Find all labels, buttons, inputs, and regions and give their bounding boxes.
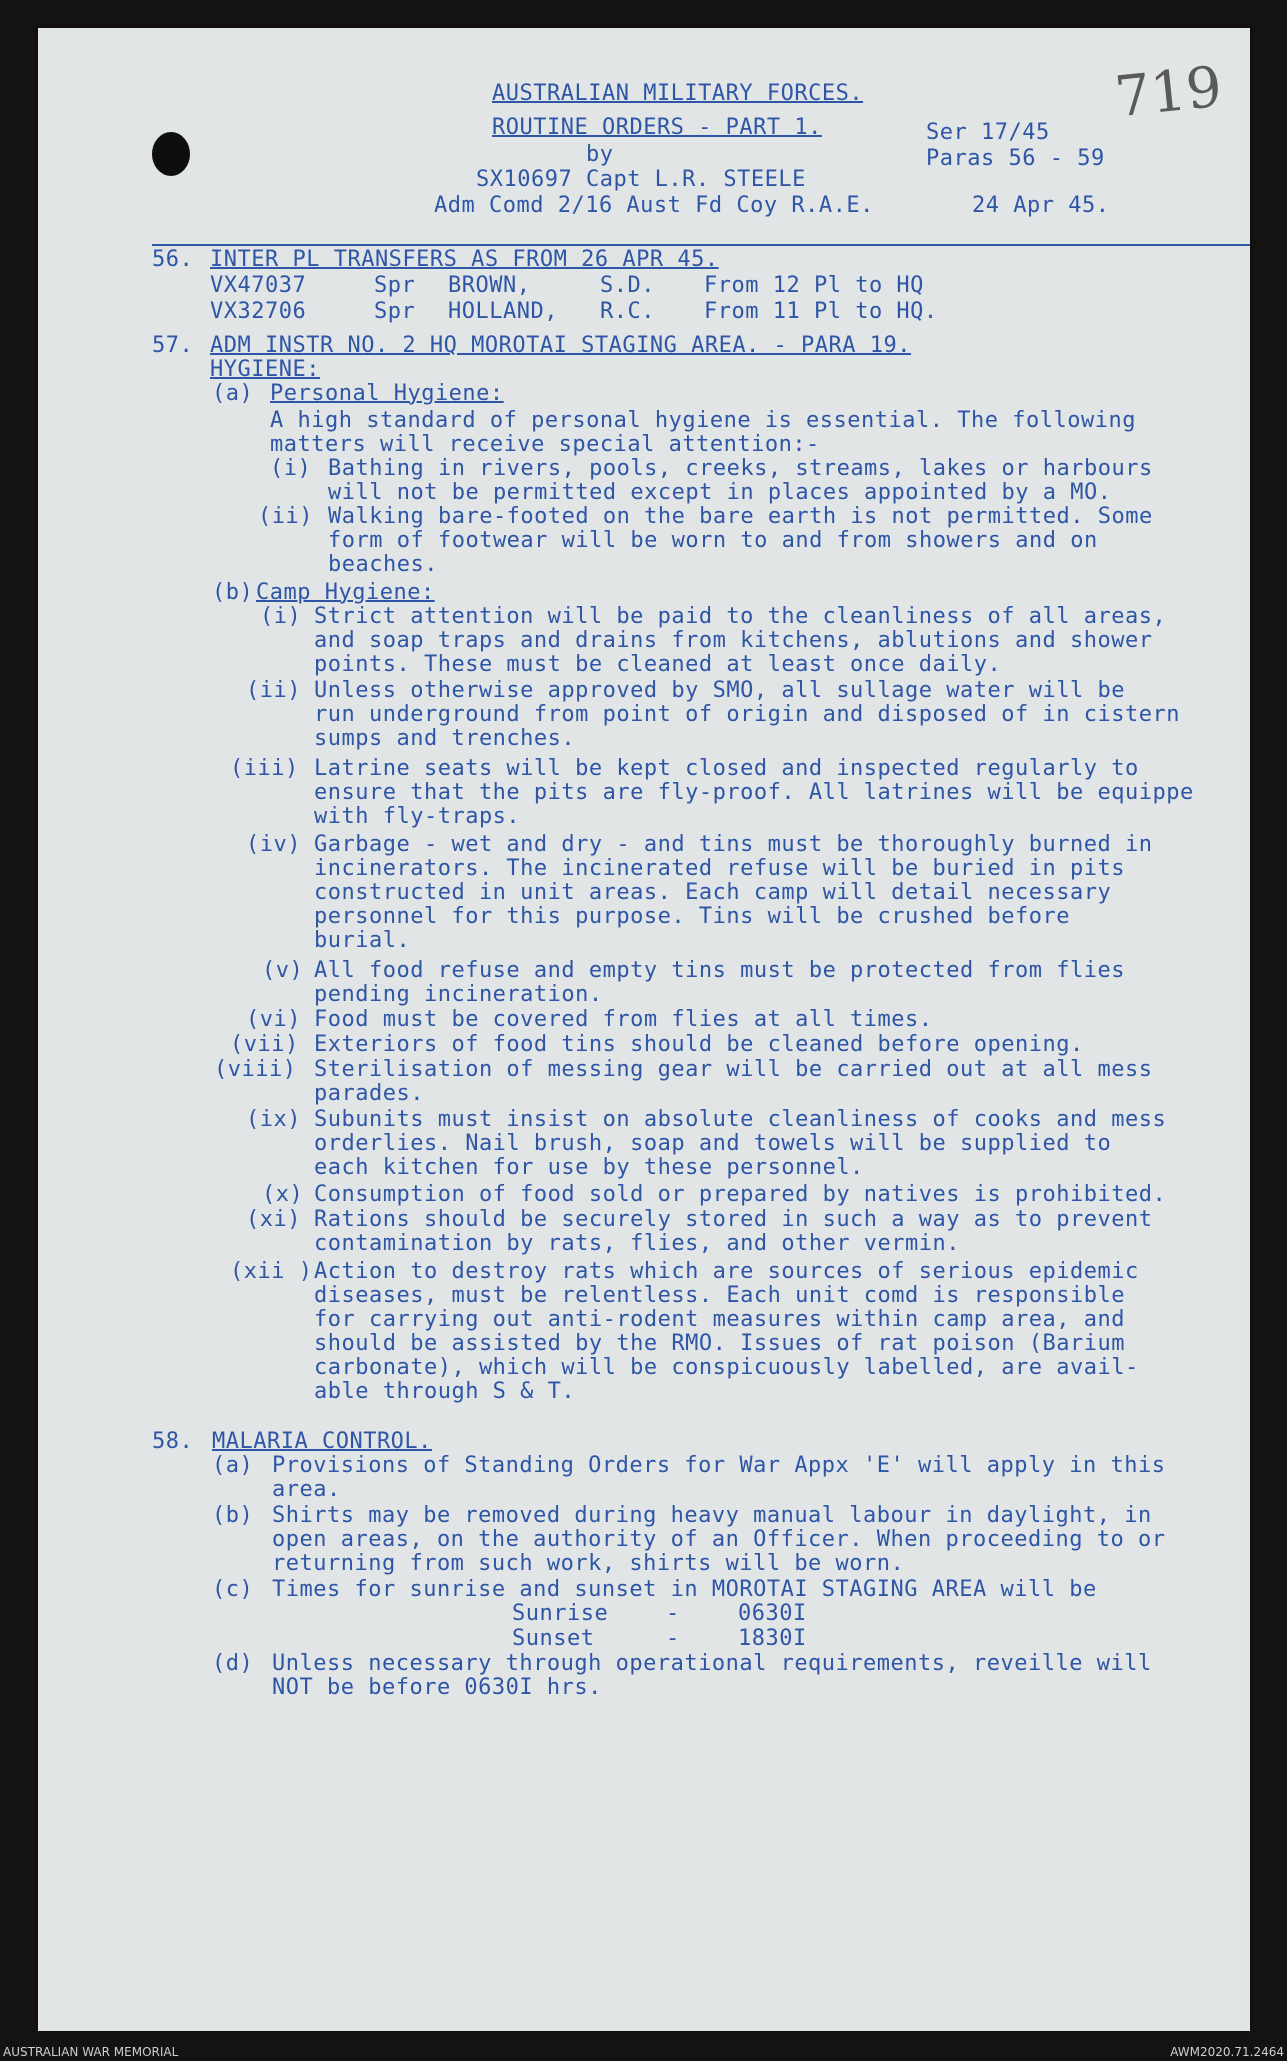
- item-label: (xii ): [230, 1259, 313, 1284]
- item-text: Action to destroy rats which are sources of serious epidemic: [314, 1259, 1139, 1284]
- org-heading: AUSTRALIAN MILITARY FORCES.: [492, 81, 864, 106]
- item-label: (vii): [230, 1032, 299, 1057]
- hygiene-heading: HYGIENE:: [210, 357, 320, 382]
- archive-reference: AWM2020.71.2464: [1170, 2045, 1284, 2059]
- sunset-dash: -: [666, 1626, 680, 1651]
- transfer-2-number: VX32706: [210, 299, 307, 324]
- sunset-time: 1830I: [738, 1626, 807, 1651]
- by-text: by: [586, 142, 614, 167]
- item-text: Rations should be securely stored in such a way as to prevent: [314, 1207, 1153, 1232]
- item-text: points. These must be cleaned at least once daily.: [314, 652, 1002, 677]
- item-label: (x): [262, 1182, 304, 1207]
- unit-name: Adm Comd 2/16 Aust Fd Coy R.A.E.: [434, 193, 874, 218]
- item-label: (iii): [230, 756, 299, 781]
- item-text: Garbage - wet and dry - and tins must be thoroughly burned in: [314, 832, 1153, 857]
- transfer-2-move: From 11 Pl to HQ.: [704, 299, 938, 324]
- item-label: (ii): [246, 678, 301, 703]
- item-text: beaches.: [328, 552, 438, 577]
- personal-hygiene-intro: A high standard of personal hygiene is essential. The following: [270, 408, 1136, 433]
- para-57-number: 57.: [152, 333, 194, 358]
- item-text: Food must be covered from flies at all times.: [314, 1007, 933, 1032]
- item-text: Strict attention will be paid to the cleanliness of all areas,: [314, 604, 1167, 629]
- item-label: (ii): [258, 504, 313, 529]
- folio-number: 719: [1111, 54, 1225, 131]
- item-text: incinerators. The incinerated refuse will be buried in pits: [314, 856, 1125, 881]
- item-text: pending incineration.: [314, 982, 603, 1007]
- item-text: Provisions of Standing Orders for War Appx 'E' will apply in this: [272, 1453, 1166, 1478]
- issuing-officer: SX10697 Capt L.R. STEELE: [476, 167, 806, 192]
- header-rule: [152, 244, 1250, 246]
- item-text: diseases, must be relentless. Each unit comd is responsible: [314, 1283, 1125, 1308]
- item-text: for carrying out anti-rodent measures within camp area, and: [314, 1307, 1125, 1332]
- punch-hole: [152, 132, 190, 176]
- item-text: Bathing in rivers, pools, creeks, streams, lakes or harbours: [328, 456, 1153, 481]
- item-label: (viii): [214, 1057, 297, 1082]
- item-text: returning from such work, shirts will be worn.: [272, 1551, 905, 1576]
- para-58-title: MALARIA CONTROL.: [212, 1429, 432, 1454]
- item-label: (ix): [246, 1107, 301, 1132]
- item-text: contamination by rats, flies, and other vermin.: [314, 1231, 961, 1256]
- item-label: (c): [212, 1577, 254, 1602]
- item-text: open areas, on the authority of an Officer. When proceeding to or: [272, 1527, 1166, 1552]
- item-label: (i): [270, 456, 312, 481]
- item-text: and soap traps and drains from kitchens, ablutions and shower: [314, 628, 1153, 653]
- item-text: All food refuse and empty tins must be protected from flies: [314, 958, 1125, 983]
- transfer-1-initials: S.D.: [600, 273, 655, 298]
- item-text: Times for sunrise and sunset in MOROTAI STAGING AREA will be: [272, 1577, 1097, 1602]
- item-text: Subunits must insist on absolute cleanliness of cooks and mess: [314, 1107, 1167, 1132]
- transfer-2-initials: R.C.: [600, 299, 655, 324]
- transfer-1-name: BROWN,: [448, 273, 531, 298]
- personal-hygiene-intro: matters will receive special attention:-: [270, 432, 820, 457]
- item-label: (a): [212, 1453, 254, 1478]
- item-text: personnel for this purpose. Tins will be crushed before: [314, 904, 1070, 929]
- sunrise-dash: -: [666, 1601, 680, 1626]
- item-text: Unless otherwise approved by SMO, all sullage water will be: [314, 678, 1125, 703]
- order-date: 24 Apr 45.: [972, 193, 1110, 218]
- sunset-label: Sunset: [512, 1626, 595, 1651]
- orders-title: ROUTINE ORDERS - PART 1.: [492, 115, 822, 140]
- item-text: burial.: [314, 928, 411, 953]
- item-text: parades.: [314, 1081, 424, 1106]
- item-text: orderlies. Nail brush, soap and towels will be supplied to: [314, 1131, 1112, 1156]
- item-label: (v): [262, 958, 304, 983]
- item-text: area.: [272, 1477, 341, 1502]
- archive-credit: AUSTRALIAN WAR MEMORIAL: [3, 2045, 179, 2059]
- camp-hygiene-heading: Camp Hygiene:: [256, 580, 435, 605]
- item-text: run underground from point of origin and disposed of in cistern: [314, 702, 1180, 727]
- para-56-number: 56.: [152, 247, 194, 272]
- item-text: form of footwear will be worn to and from showers and on: [328, 528, 1098, 553]
- item-text: NOT be before 0630I hrs.: [272, 1675, 602, 1700]
- para-57-title: ADM INSTR NO. 2 HQ MOROTAI STAGING AREA. - PARA 19.: [210, 333, 912, 358]
- item-text: should be assisted by the RMO. Issues of rat poison (Barium: [314, 1331, 1125, 1356]
- item-text: Latrine seats will be kept closed and inspected regularly to: [314, 756, 1139, 781]
- item-text: with fly-traps.: [314, 804, 521, 829]
- transfer-1-rank: Spr: [374, 273, 416, 298]
- item-label: (xi): [246, 1207, 301, 1232]
- para-58-number: 58.: [152, 1429, 194, 1454]
- item-text: constructed in unit areas. Each camp will detail necessary: [314, 880, 1112, 905]
- sunrise-time: 0630I: [738, 1601, 807, 1626]
- item-text: Walking bare-footed on the bare earth is not permitted. Some: [328, 504, 1153, 529]
- personal-hygiene-heading: Personal Hygiene:: [270, 381, 504, 406]
- section-b-label: (b): [212, 580, 254, 605]
- item-label: (i): [260, 604, 302, 629]
- item-text: Sterilisation of messing gear will be carried out at all mess: [314, 1057, 1153, 1082]
- transfer-1-move: From 12 Pl to HQ: [704, 273, 924, 298]
- section-a-label: (a): [212, 381, 254, 406]
- item-label: (b): [212, 1503, 254, 1528]
- item-text: each kitchen for use by these personnel.: [314, 1155, 864, 1180]
- item-text: carbonate), which will be conspicuously labelled, are avail-: [314, 1355, 1139, 1380]
- serial-number: Ser 17/45: [926, 120, 1050, 145]
- item-label: (vi): [246, 1007, 301, 1032]
- transfer-2-name: HOLLAND,: [448, 299, 558, 324]
- item-text: able through S & T.: [314, 1379, 576, 1404]
- paras-range: Paras 56 - 59: [926, 146, 1105, 171]
- transfer-2-rank: Spr: [374, 299, 416, 324]
- sunrise-label: Sunrise: [512, 1601, 609, 1626]
- item-text: Shirts may be removed during heavy manual labour in daylight, in: [272, 1503, 1152, 1528]
- item-text: will not be permitted except in places appointed by a MO.: [328, 480, 1112, 505]
- item-text: Consumption of food sold or prepared by natives is prohibited.: [314, 1182, 1167, 1207]
- item-label: (d): [212, 1651, 254, 1676]
- item-text: Exteriors of food tins should be cleaned before opening.: [314, 1032, 1084, 1057]
- item-text: sumps and trenches.: [314, 726, 576, 751]
- item-label: (iv): [246, 832, 301, 857]
- para-56-title: INTER PL TRANSFERS AS FROM 26 APR 45.: [210, 247, 719, 272]
- transfer-1-number: VX47037: [210, 273, 307, 298]
- item-text: ensure that the pits are fly-proof. All latrines will be equippe: [314, 780, 1194, 805]
- item-text: Unless necessary through operational requirements, reveille will: [272, 1651, 1152, 1676]
